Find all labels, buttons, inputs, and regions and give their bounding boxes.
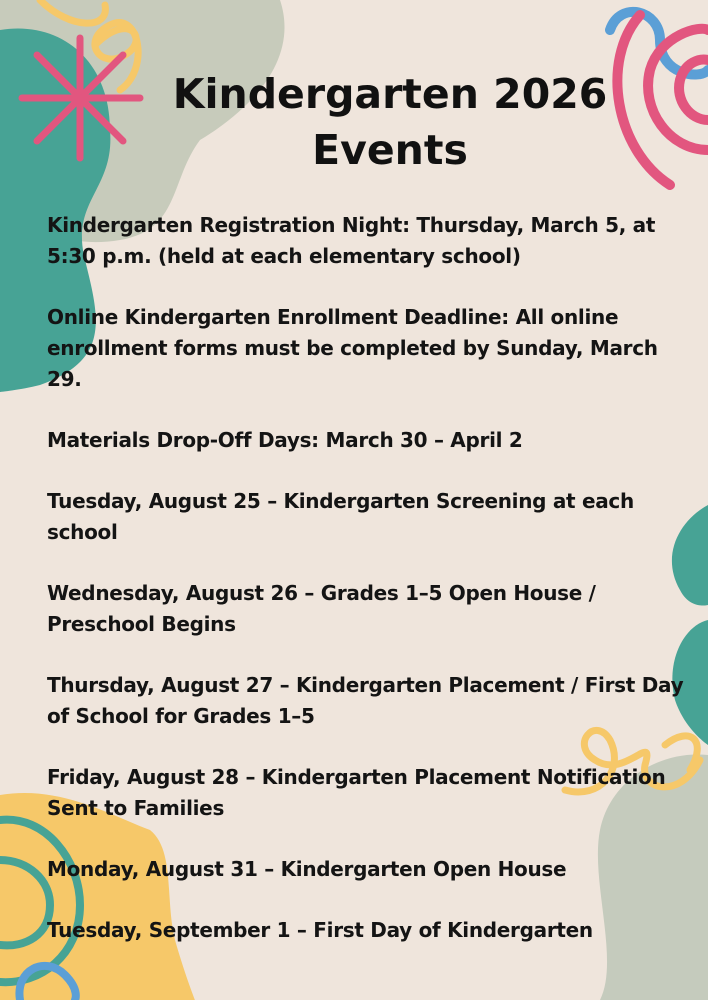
event-kindergarten-placement: Thursday, August 27 – Kindergarten Placement / First Day of School for Grades 1–5 <box>47 673 684 728</box>
event-placement-notification: Friday, August 28 – Kindergarten Placement Notification Sent to Families <box>47 765 666 820</box>
event-registration-night: Kindergarten Registration Night: Thursday, March 5, at 5:30 p.m. (held at each elementary school) <box>47 213 656 268</box>
event-open-house-preschool: Wednesday, August 26 – Grades 1–5 Open House / Preschool Begins <box>47 581 596 636</box>
page-title <box>130 66 650 178</box>
event-kindergarten-open-house: Monday, August 31 – Kindergarten Open House <box>47 857 567 881</box>
event-materials-drop-off: Materials Drop-Off Days: March 30 – April 2 <box>47 428 523 452</box>
page-title-line-1: Kindergarten 2026 <box>172 70 608 118</box>
event-first-day-kindergarten: Tuesday, September 1 – First Day of Kindergarten <box>47 918 593 942</box>
event-enrollment-deadline: Online Kindergarten Enrollment Deadline: All online enrollment forms must be completed by Sunday, March 29. <box>47 305 658 391</box>
events-list <box>47 210 693 976</box>
event-kindergarten-screening: Tuesday, August 25 – Kindergarten Screening at each school <box>47 489 634 544</box>
pink-starburst <box>22 38 140 158</box>
page-title-line-2: Events <box>312 126 468 174</box>
pink-spiral-top-right <box>648 29 708 150</box>
